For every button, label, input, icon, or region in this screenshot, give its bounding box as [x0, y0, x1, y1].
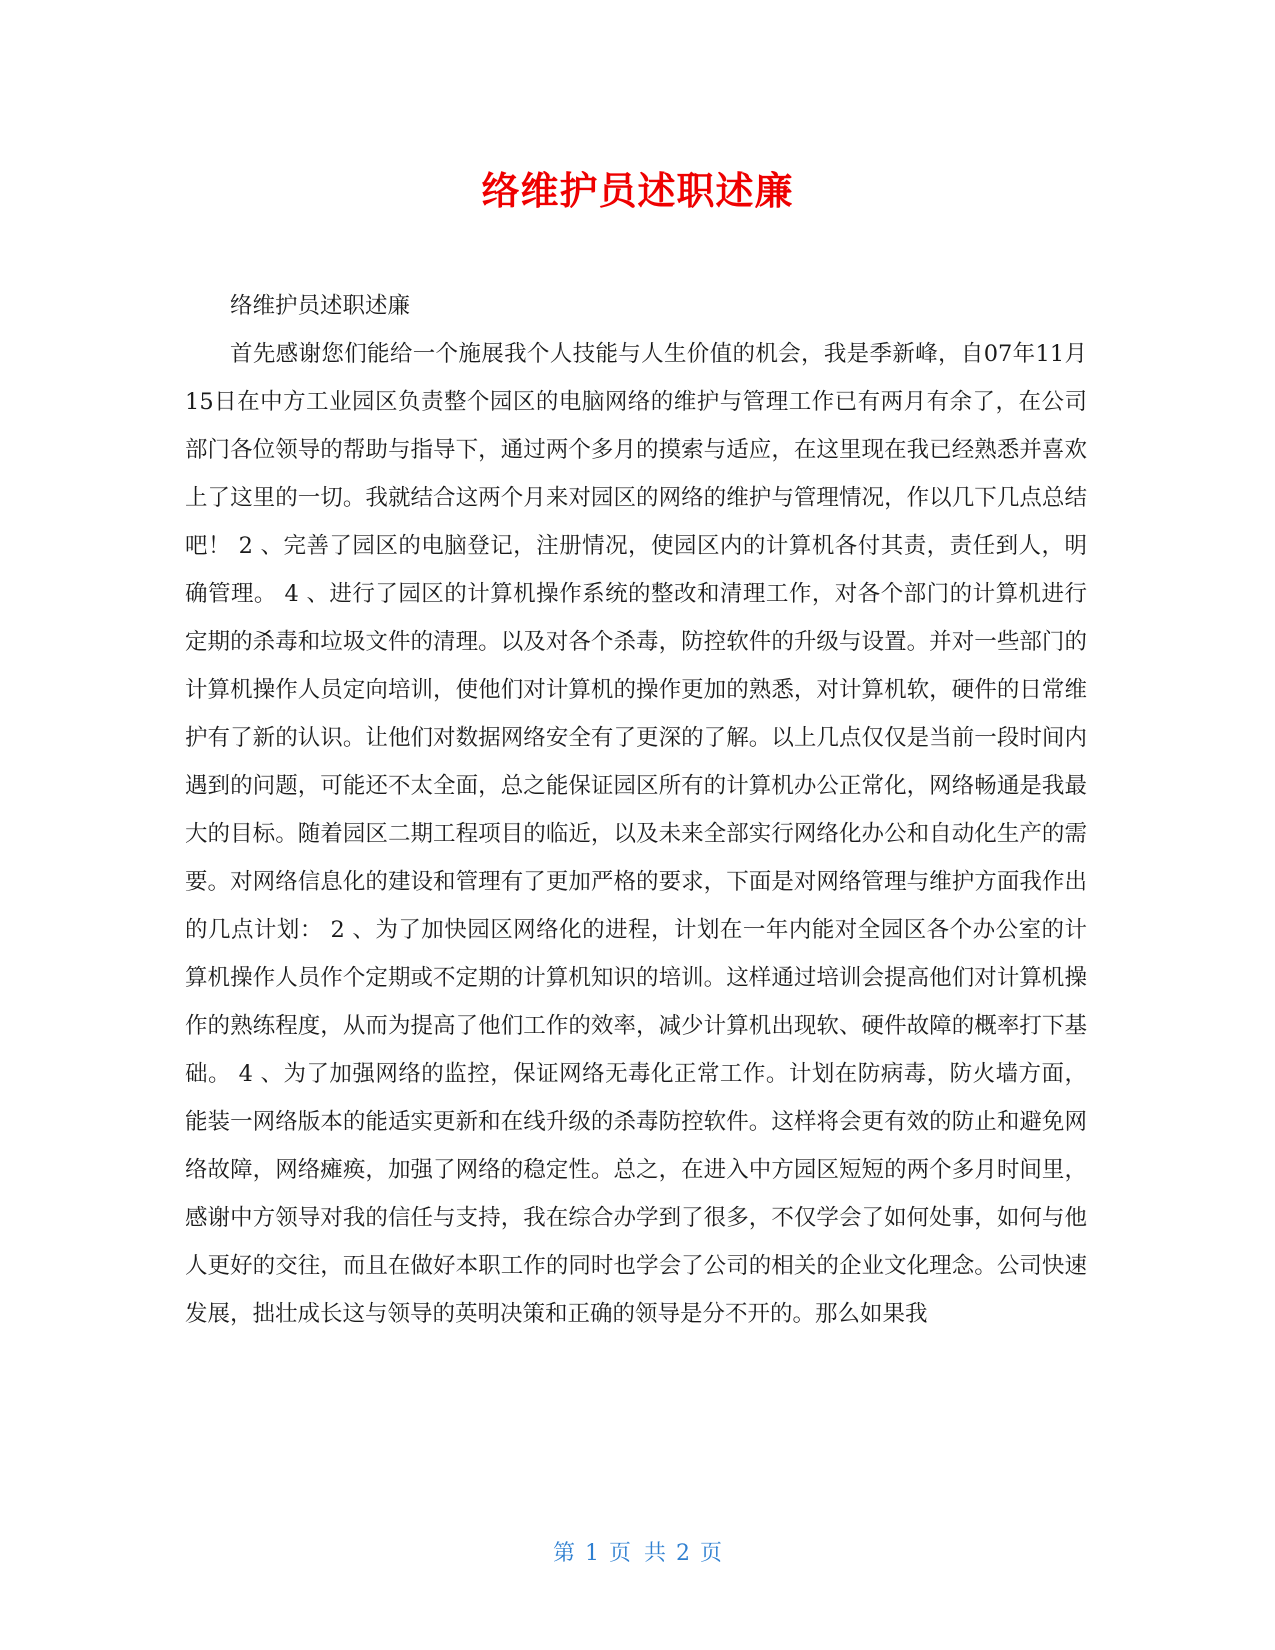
document-body: [185, 282, 1087, 1338]
total-pages-number: 2: [676, 1541, 690, 1566]
body-paragraph: 首先感谢您们能给一个施展我个人技能与人生价值的机会，我是季新峰，自07年11月15日在中方工业园区负责整个园区的电脑网络的维护与管理工作已有两月有余了，在公司部门各位领导的帮助与指导下，通过两个多月的摸索与适应，在这里现在我已经熟悉并喜欢上了这里的一切。我就结合这两个月来对园区的网络的维护与管理情况，作以几下几点总结吧！ 2 、完善了园区的电脑登记，注册情况，使园区内的计算机各付其责，责任到人，明确管理。 4 、进行了园区的计算机操作系统的整改和清理工作，对各个部门的计算机进行定期的杀毒和垃圾文件的清理。以及对各个杀毒，防控软件的升级与设置。并对一些部门的计算机操作人员定向培训，使他们对计算机的操作更加的熟悉，对计算机软，硬件的日常维护有了新的认识。让他们对数据网络安全有了更深的了解。以上几点仅仅是当前一段时间内遇到的问题，可能还不太全面，总之能保证园区所有的计算机办公正常化，网络畅通是我最大的目标。随着园区二期工程项目的临近，以及未来全部实行网络化办公和自动化生产的需要。对网络信息化的建设和管理有了更加严格的要求，下面是对网络管理与维护方面我作出的几点计划： 2 、为了加快园区网络化的进程，计划在一年内能对全园区各个办公室的计算机操作人员作个定期或不定期的计算机知识的培训。这样通过培训会提高他们对计算机操作的熟练程度，从而为提高了他们工作的效率，减少计算机出现软、硬件故障的概率打下基础。 4 、为了加强网络的监控，保证网络无毒化正常工作。计划在防病毒，防火墙方面，能装一网络版本的能适实更新和在线升级的杀毒防控软件。这样将会更有效的防止和避免网络故障，网络瘫痪，加强了网络的稳定性。总之，在进入中方园区短短的两个多月时间里，感谢中方领导对我的信任与支持，我在综合办学到了很多，不仅学会了如何处事，如何与他人更好的交往，而且在做好本职工作的同时也学会了公司的相关的企业文化理念。公司快速发展，拙壮成长这与领导的英明决策和正确的领导是分不开的。那么如果我: [185, 341, 1087, 1327]
document-subtitle: 络维护员述职述廉: [230, 293, 411, 319]
footer-mid: 页 共: [609, 1541, 666, 1566]
page-footer: [0, 1536, 1275, 1567]
footer-prefix: 第: [552, 1541, 575, 1566]
document-title: 络维护员述职述廉: [481, 169, 794, 213]
footer-suffix: 页: [700, 1541, 723, 1566]
current-page-number: 1: [585, 1541, 599, 1566]
